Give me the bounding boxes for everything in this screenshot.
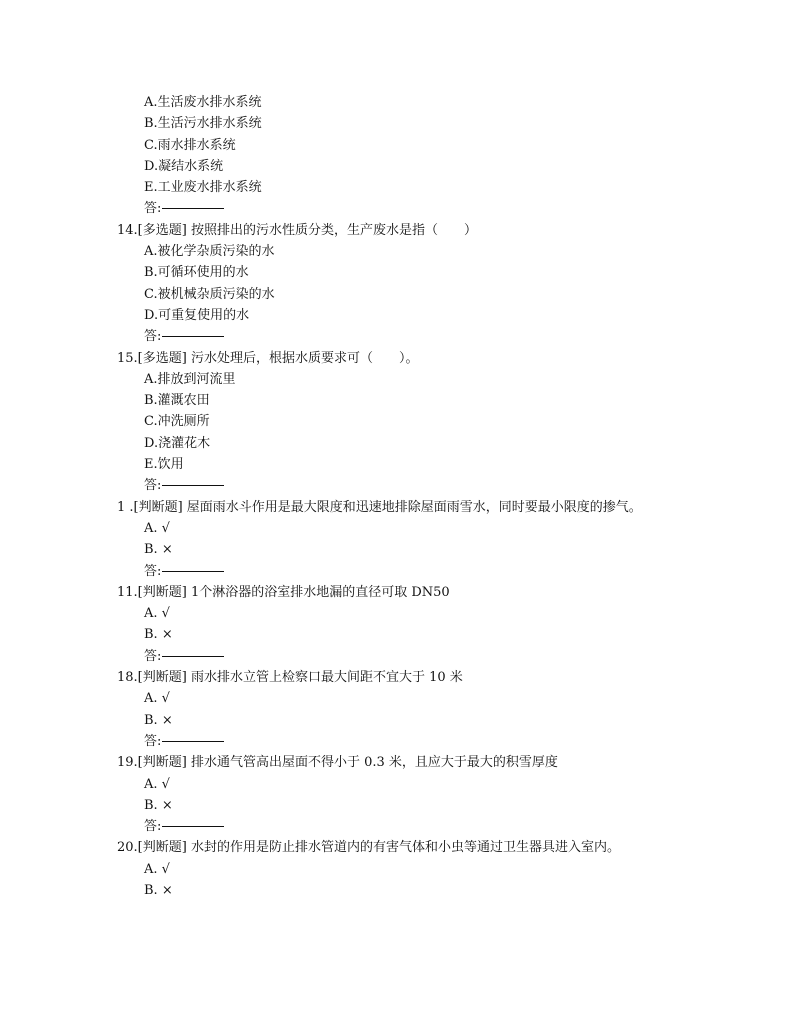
option-item: B. ×: [144, 542, 173, 558]
answer-line: [117, 561, 677, 582]
answer-line: [117, 816, 677, 837]
answer-line: [117, 198, 677, 219]
answer-label: 答:: [144, 563, 162, 579]
question-block: [117, 220, 677, 348]
option-item: A. √: [144, 861, 170, 877]
answer-blank-rule: [162, 826, 224, 827]
answer-line: [117, 475, 677, 496]
option-item: B. ×: [144, 627, 173, 643]
question-text: 18.[判断题] 雨水排水立管上检察口最大间距不宜大于 10 米: [117, 670, 463, 686]
question-text: 19.[判断题] 排水通气管高出屋面不得小于 0.3 米，且应大于最大的积雪厚度: [117, 755, 558, 771]
option-item: A. √: [144, 776, 170, 792]
question-text: 14.[多选题] 按照排出的污水性质分类，生产废水是指（ ）: [117, 222, 477, 238]
option-item: B. ×: [144, 712, 173, 728]
answer-blank-rule: [162, 208, 224, 209]
answer-blank-rule: [162, 571, 224, 572]
question-block: [117, 752, 677, 837]
option-item: B.可循环使用的水: [144, 265, 249, 281]
option-item: A. √: [144, 520, 170, 536]
answer-blank-rule: [162, 485, 224, 486]
document-body: [117, 92, 677, 901]
question-block: [117, 837, 677, 901]
question-text: 15.[多选题] 污水处理后，根据水质要求可（ ）。: [117, 350, 419, 366]
answer-line: [117, 326, 677, 347]
option-item: A. √: [144, 606, 170, 622]
question-text: 20.[判断题] 水封的作用是防止排水管道内的有害气体和小虫等通过卫生器具进入室内。: [117, 840, 620, 856]
answer-blank-rule: [162, 656, 224, 657]
question-block: [117, 92, 677, 220]
option-item: A.被化学杂质污染的水: [144, 244, 275, 260]
answer-label: 答:: [144, 201, 162, 217]
answer-label: 答:: [144, 329, 162, 345]
question-block: [117, 667, 677, 752]
question-text: 1 .[判断题] 屋面雨水斗作用是最大限度和迅速地排除屋面雨雪水，同时要最小限度的掺气。: [117, 499, 642, 515]
answer-line: [117, 731, 677, 752]
answer-label: 答:: [144, 819, 162, 835]
option-item: D.可重复使用的水: [144, 307, 250, 323]
question-text: 11.[判断题] 1个淋浴器的浴室排水地漏的直径可取 DN50: [117, 584, 450, 600]
option-item: A.生活废水排水系统: [144, 95, 262, 110]
option-item: B.灌溉农田: [144, 393, 210, 409]
answer-label: 答:: [144, 648, 162, 664]
option-item: A.排放到河流里: [144, 371, 236, 387]
answer-label: 答:: [144, 733, 162, 749]
option-item: C.雨水排水系统: [144, 137, 236, 153]
answer-line: [117, 646, 677, 667]
question-block: [117, 582, 677, 667]
option-item: E.饮用: [144, 457, 184, 473]
answer-label: 答:: [144, 478, 162, 494]
question-block: [117, 497, 677, 582]
option-item: C.被机械杂质污染的水: [144, 286, 275, 302]
option-item: D.浇灌花木: [144, 435, 211, 451]
option-item: C.冲洗厕所: [144, 414, 210, 430]
option-item: B. ×: [144, 882, 173, 898]
question-block: [117, 348, 677, 497]
option-item: E.工业废水排水系统: [144, 180, 262, 196]
option-item: A. √: [144, 691, 170, 707]
answer-blank-rule: [162, 741, 224, 742]
option-item: B. ×: [144, 797, 173, 813]
option-item: D.凝结水系统: [144, 158, 224, 174]
answer-blank-rule: [162, 336, 224, 337]
option-item: B.生活污水排水系统: [144, 116, 262, 132]
